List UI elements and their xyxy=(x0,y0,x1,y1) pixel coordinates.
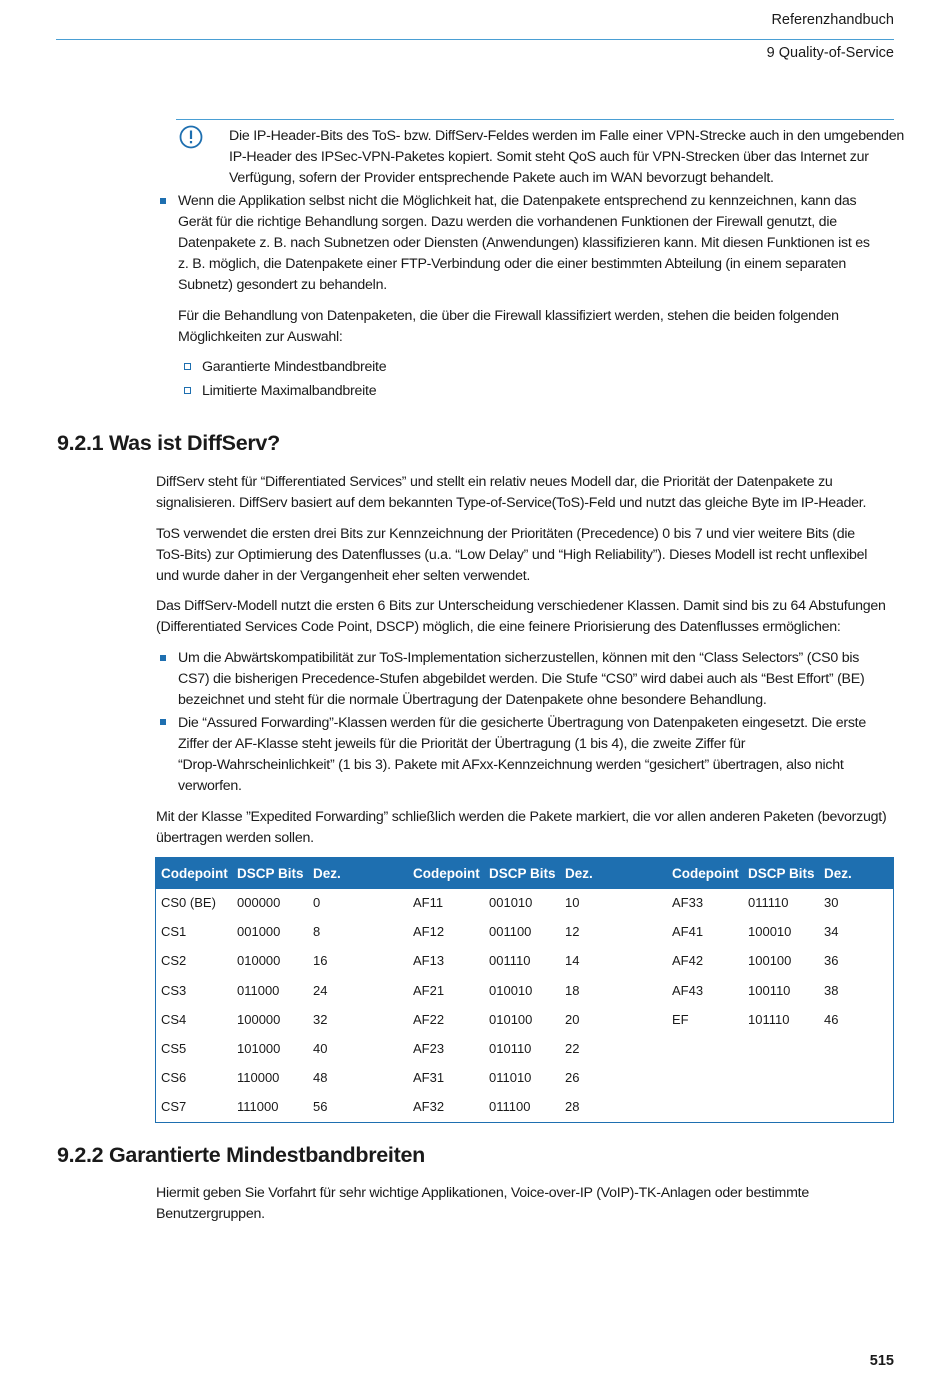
table-cell: 001100 xyxy=(489,924,532,940)
paragraph-line: signalisieren. DiffServ basiert auf dem bekannten Type-of-Service(ToS)-Feld und nutzt das gleiche Byte im IP-Header. xyxy=(156,495,867,511)
bullet-text-line: Um die Abwärtskompatibilität zur ToS-Implementation sicherzustellen, können mit den “Class Selectors” (CS0 bis xyxy=(178,650,860,666)
table-header-row xyxy=(156,858,893,889)
table-cell: 30 xyxy=(824,895,839,910)
paragraph-line: DiffServ steht für “Differentiated Services” und stellt ein relativ neues Modell dar, die Priorität der Datenpakete zu xyxy=(156,474,833,490)
table-cell: EF xyxy=(672,1011,689,1027)
paragraph-line: übertragen werden sollen. xyxy=(156,830,314,846)
section-heading-922: 9.2.2 Garantierte Mindestbandbreiten xyxy=(57,1143,425,1167)
table-cell: AF21 xyxy=(413,982,445,998)
table-cell: 101000 xyxy=(237,1041,281,1056)
table-cell: 20 xyxy=(565,1011,580,1027)
table-cell: 100000 xyxy=(237,1011,281,1027)
table-cell: 12 xyxy=(565,924,580,940)
table-header-cell: DSCP Bits xyxy=(489,866,556,881)
table-cell: AF43 xyxy=(672,982,704,998)
table-cell: 36 xyxy=(824,953,839,969)
table-cell: 18 xyxy=(565,982,580,998)
note-line: Verfügung, sofern der Provider entsprechende Pakete auch im WAN bevorzugt behandelt. xyxy=(229,170,774,186)
table-cell: 100110 xyxy=(748,982,791,998)
table-cell: CS6 xyxy=(161,1070,187,1086)
table-cell: AF41 xyxy=(672,924,704,940)
paragraph-line: (Differentiated Services Code Point, DSCP) möglich, die eine feinere Priorisierung des Datenflusses ermöglichen: xyxy=(156,619,841,635)
table-cell: AF13 xyxy=(413,953,445,969)
table-cell: 010100 xyxy=(489,1011,533,1027)
bullet-marker xyxy=(160,655,166,661)
sub-list-item: Limitierte Maximalbandbreite xyxy=(202,383,377,399)
table-cell: CS3 xyxy=(161,982,187,998)
table-header-cell: Dez. xyxy=(313,866,341,881)
table-header-cell: Codepoint xyxy=(672,866,739,881)
sub-bullet-marker xyxy=(184,363,191,370)
table-cell: 001000 xyxy=(237,924,281,940)
warning-circle-icon xyxy=(179,125,203,149)
paragraph-line: ToS verwendet die ersten drei Bits zur Kennzeichnung der Prioritäten (Precedence) 0 bis 7 und vier weitere Bits (die xyxy=(156,526,855,542)
paragraph-line: Benutzergruppen. xyxy=(156,1206,265,1222)
sub-bullet-marker xyxy=(184,387,191,394)
table-header-cell: DSCP Bits xyxy=(748,866,815,881)
table-cell: 111000 xyxy=(237,1099,279,1115)
table-cell: AF22 xyxy=(413,1011,445,1027)
page-number: 515 xyxy=(869,1353,894,1369)
paragraph-line: und wurde daher in der Vergangenheit eher selten verwendet. xyxy=(156,568,531,584)
note-divider xyxy=(176,119,894,120)
bullet-marker xyxy=(160,198,166,204)
table-cell: 011000 xyxy=(237,982,280,998)
table-cell: 10 xyxy=(565,895,580,910)
table-cell: 011110 xyxy=(748,895,789,910)
paragraph-line: Für die Behandlung von Datenpaketen, die über die Firewall klassifiziert werden, stehen die beiden folgenden xyxy=(178,308,839,324)
paragraph-line: Möglichkeiten zur Auswahl: xyxy=(178,329,343,345)
bullet-text-line: Gerät für die richtige Behandlung sorgen. Dazu werden die vorhandenen Funktionen der Firewall genutzt, die xyxy=(178,214,837,230)
bullet-text-line: verworfen. xyxy=(178,778,242,794)
table-cell: CS1 xyxy=(161,924,187,940)
table-cell: 010110 xyxy=(489,1041,532,1056)
table-cell: AF23 xyxy=(413,1041,445,1056)
bullet-marker xyxy=(160,719,166,725)
table-cell: 8 xyxy=(313,924,321,940)
table-cell: AF42 xyxy=(672,953,704,969)
bullet-text-line: Wenn die Applikation selbst nicht die Möglichkeit hat, die Datenpakete entsprechend zu kennzeichnen, kann das xyxy=(178,193,857,209)
table-cell: CS7 xyxy=(161,1099,187,1115)
bullet-text-line: Ziffer der AF-Klasse steht jeweils für die Priorität der Übertragung (1 bis 4), die zweite Ziffer für xyxy=(178,736,746,752)
table-cell: 32 xyxy=(313,1011,328,1027)
note-line: Die IP-Header-Bits des ToS- bzw. DiffServ-Feldes werden im Falle einer VPN-Strecke auch in den umgebenden xyxy=(229,128,905,144)
running-header-title: Referenzhandbuch xyxy=(771,12,894,28)
table-cell: 56 xyxy=(313,1099,328,1115)
bullet-text-line: z. B. möglich, die Datenpakete einer FTP-Verbindung oder die einer bestimmten Abteilung (in einem separaten xyxy=(178,256,847,272)
table-header-cell: Dez. xyxy=(565,866,593,881)
table-cell: 011100 xyxy=(489,1099,531,1115)
table-cell: 38 xyxy=(824,982,839,998)
table-header-cell: Dez. xyxy=(824,866,852,881)
paragraph-line: Mit der Klasse ”Expedited Forwarding” schließlich werden die Pakete markiert, die vor allen anderen Paketen (bevorzugt) xyxy=(156,809,887,825)
table-cell: 001010 xyxy=(489,895,533,910)
running-header-chapter: 9 Quality-of-Service xyxy=(766,45,894,61)
dscp-table xyxy=(155,857,894,1123)
table-cell: 48 xyxy=(313,1070,328,1086)
paragraph-line: ToS-Bits) zur Optimierung des Datenflusses (u.a. “Low Delay” und “High Reliability”). Dieses Modell ist recht unflexibel xyxy=(156,547,868,563)
table-cell: AF11 xyxy=(413,895,444,910)
bullet-text-line: Subnetz) gesondert zu behandeln. xyxy=(178,277,387,293)
table-cell: 0 xyxy=(313,895,321,910)
bullet-text-line: “Drop-Wahrscheinlichkeit” (1 bis 3). Pakete mit AFxx-Kennzeichnung werden “gesichert” übertragen, also nicht xyxy=(178,757,844,773)
table-cell: 010000 xyxy=(237,953,281,969)
table-cell: AF32 xyxy=(413,1099,445,1115)
table-cell: 46 xyxy=(824,1011,839,1027)
table-cell: CS4 xyxy=(161,1011,187,1027)
table-cell: 000000 xyxy=(237,895,281,910)
section-heading-921: 9.2.1 Was ist DiffServ? xyxy=(57,431,280,455)
bullet-text-line: bezeichnet und steht für die normale Übertragung der Datenpakete ohne besondere Behandlung. xyxy=(178,692,767,708)
note-line: IP-Header des IPSec-VPN-Paketes kopiert. Somit steht QoS auch für VPN-Strecken über das Internet zur xyxy=(229,149,869,165)
table-header-cell: Codepoint xyxy=(413,866,480,881)
table-cell: 14 xyxy=(565,953,580,969)
paragraph-line: Hiermit geben Sie Vorfahrt für sehr wichtige Applikationen, Voice-over-IP (VoIP)-TK-Anlagen oder bestimmte xyxy=(156,1185,809,1201)
table-header-cell: DSCP Bits xyxy=(237,866,304,881)
table-cell: 010010 xyxy=(489,982,533,998)
table-cell: 28 xyxy=(565,1099,580,1115)
table-cell: 16 xyxy=(313,953,328,969)
sub-list-item: Garantierte Mindestbandbreite xyxy=(202,359,387,375)
table-cell: AF12 xyxy=(413,924,445,940)
table-cell: AF31 xyxy=(413,1070,445,1086)
bullet-text-line: CS7) die bisherigen Precedence-Stufen abgebildet werden. Die Stufe “CS0” wird dabei auch als “Best Effort” (BE) xyxy=(178,671,865,687)
table-cell: CS2 xyxy=(161,953,187,969)
paragraph-line: Das DiffServ-Modell nutzt die ersten 6 Bits zur Unterscheidung verschiedener Klassen. Damit sind bis zu 64 Abstufungen xyxy=(156,598,886,614)
bullet-text-line: Datenpakete z. B. nach Subnetzen oder Diensten (Anwendungen) klassifizieren kann. Mit diesen Funktionen ist es xyxy=(178,235,870,251)
table-cell: 101110 xyxy=(748,1011,790,1027)
table-cell: 110000 xyxy=(237,1070,280,1086)
table-cell: CS5 xyxy=(161,1041,187,1056)
table-cell: 40 xyxy=(313,1041,328,1056)
table-header-cell: Codepoint xyxy=(161,866,228,881)
table-cell: 100100 xyxy=(748,953,792,969)
table-cell: AF33 xyxy=(672,895,704,910)
table-cell: 001110 xyxy=(489,953,531,969)
table-cell: CS0 (BE) xyxy=(161,895,216,910)
table-cell: 24 xyxy=(313,982,328,998)
table-cell: 26 xyxy=(565,1070,580,1086)
bullet-text-line: Die “Assured Forwarding”-Klassen werden für die gesicherte Übertragung von Datenpaketen eingesetzt. Die erste xyxy=(178,715,867,731)
table-cell: 011010 xyxy=(489,1070,532,1086)
table-cell: 100010 xyxy=(748,924,792,940)
table-cell: 34 xyxy=(824,924,839,940)
table-cell: 22 xyxy=(565,1041,580,1056)
header-divider xyxy=(56,39,894,40)
